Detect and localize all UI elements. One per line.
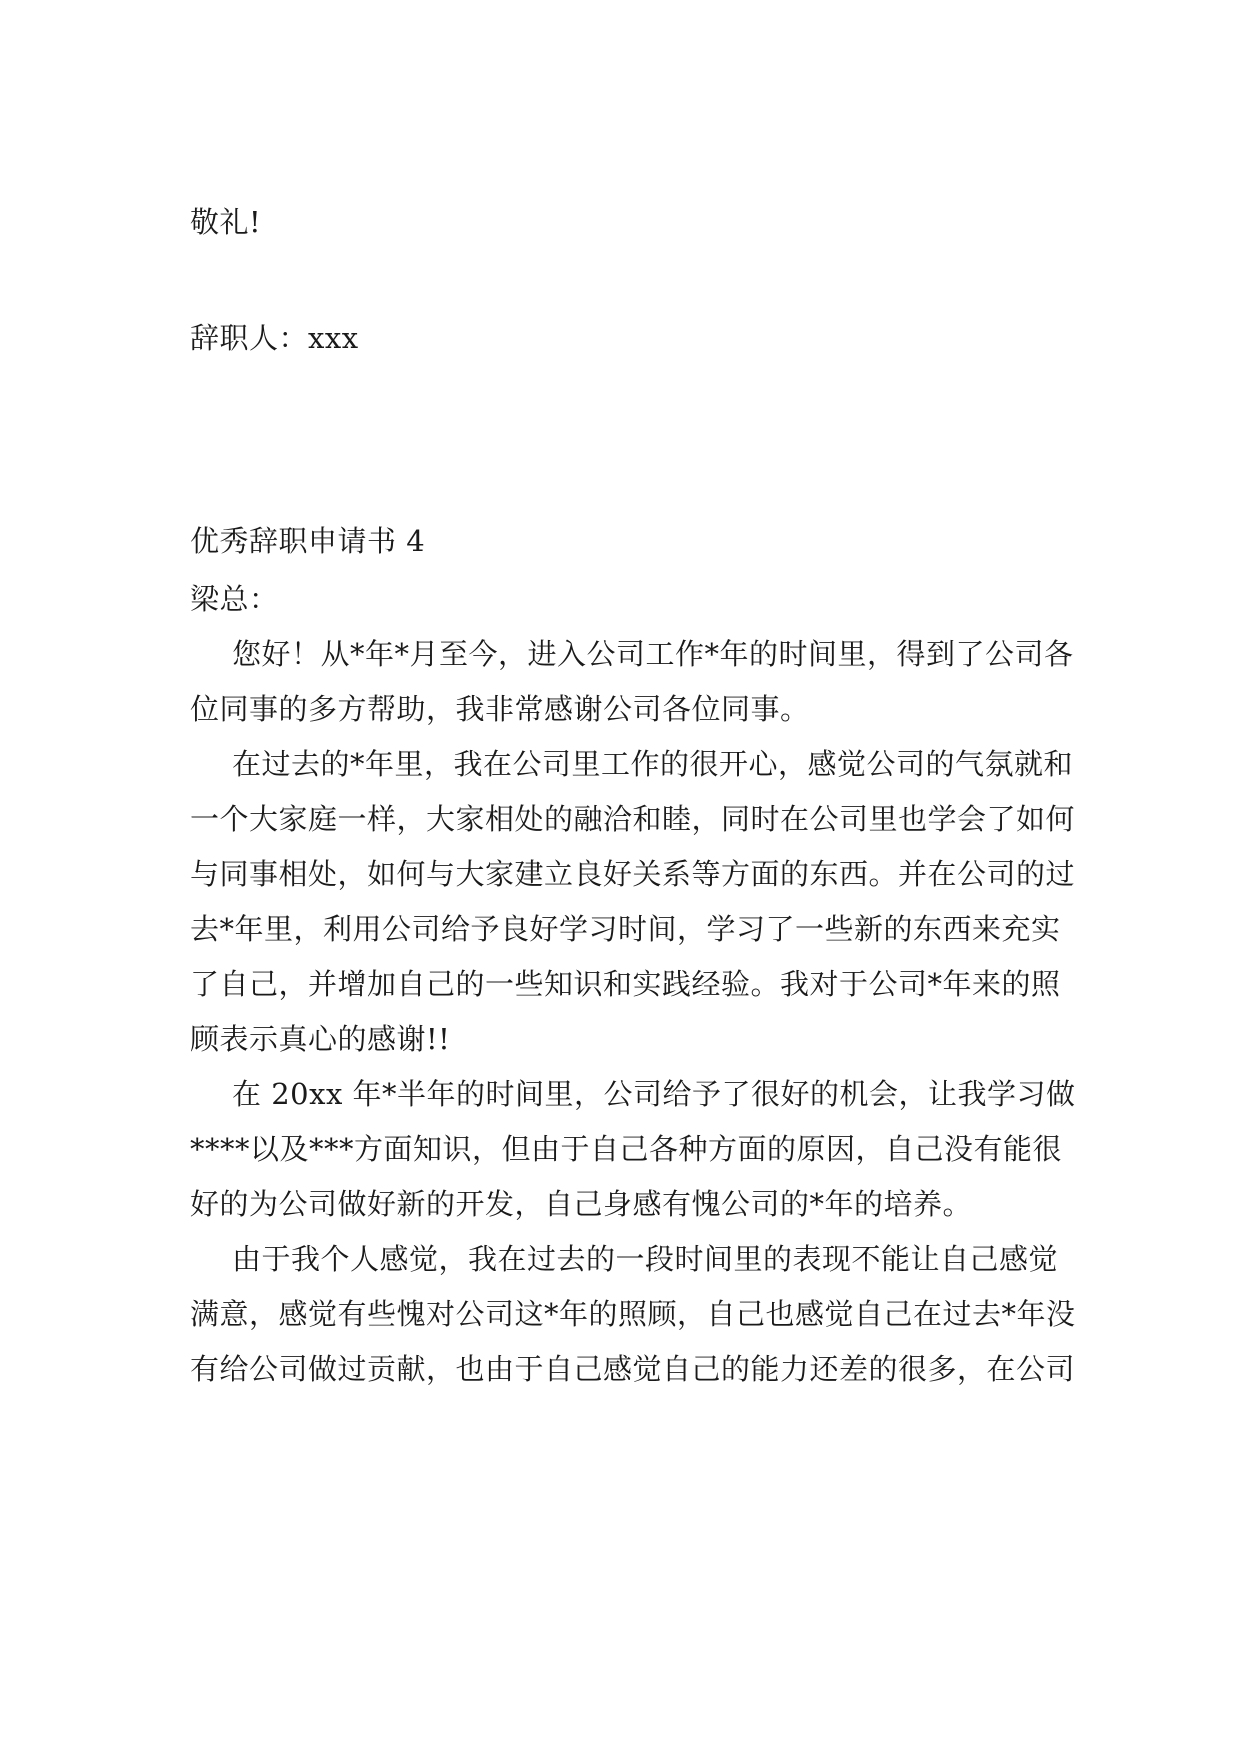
paragraph-3-line-2: ****以及***方面知识，但由于自己各种方面的原因，自己没有能很 xyxy=(190,1132,1063,1166)
paragraph-2-line-6: 顾表示真心的感谢!! xyxy=(190,1022,451,1056)
paragraph-1-line-1: 您好！从*年*月至今，进入公司工作*年的时间里，得到了公司各 xyxy=(232,637,1074,671)
paragraph-2-line-2: 一个大家庭一样，大家相处的融洽和睦，同时在公司里也学会了如何 xyxy=(190,802,1076,836)
salutation: 梁总： xyxy=(190,582,279,616)
paragraph-2-line-1: 在过去的*年里，我在公司里工作的很开心，感觉公司的气氛就和 xyxy=(232,747,1074,781)
paragraph-2-line-4: 去*年里，利用公司给予良好学习时间，学习了一些新的东西来充实 xyxy=(190,912,1061,946)
paragraph-4-line-3: 有给公司做过贡献，也由于自己感觉自己的能力还差的很多，在公司 xyxy=(190,1352,1076,1386)
paragraph-3-line-3: 好的为公司做好新的开发，自己身感有愧公司的*年的培养。 xyxy=(190,1187,973,1221)
paragraph-4-line-2: 满意，感觉有些愧对公司这*年的照顾，自己也感觉自己在过去*年没 xyxy=(190,1297,1076,1331)
signature-line: 辞职人：xxx xyxy=(190,321,359,355)
closing-text: 敬礼! xyxy=(190,205,262,239)
paragraph-2-line-5: 了自己，并增加自己的一些知识和实践经验。我对于公司*年来的照 xyxy=(190,967,1061,1001)
paragraph-3-line-1: 在 20xx 年*半年的时间里，公司给予了很好的机会，让我学习做 xyxy=(232,1077,1076,1111)
paragraph-4-line-1: 由于我个人感觉，我在过去的一段时间里的表现不能让自己感觉 xyxy=(232,1242,1059,1276)
paragraph-1-line-2: 位同事的多方帮助，我非常感谢公司各位同事。 xyxy=(190,692,810,726)
section-title: 优秀辞职申请书 4 xyxy=(190,524,426,558)
paragraph-2-line-3: 与同事相处，如何与大家建立良好关系等方面的东西。并在公司的过 xyxy=(190,857,1076,891)
